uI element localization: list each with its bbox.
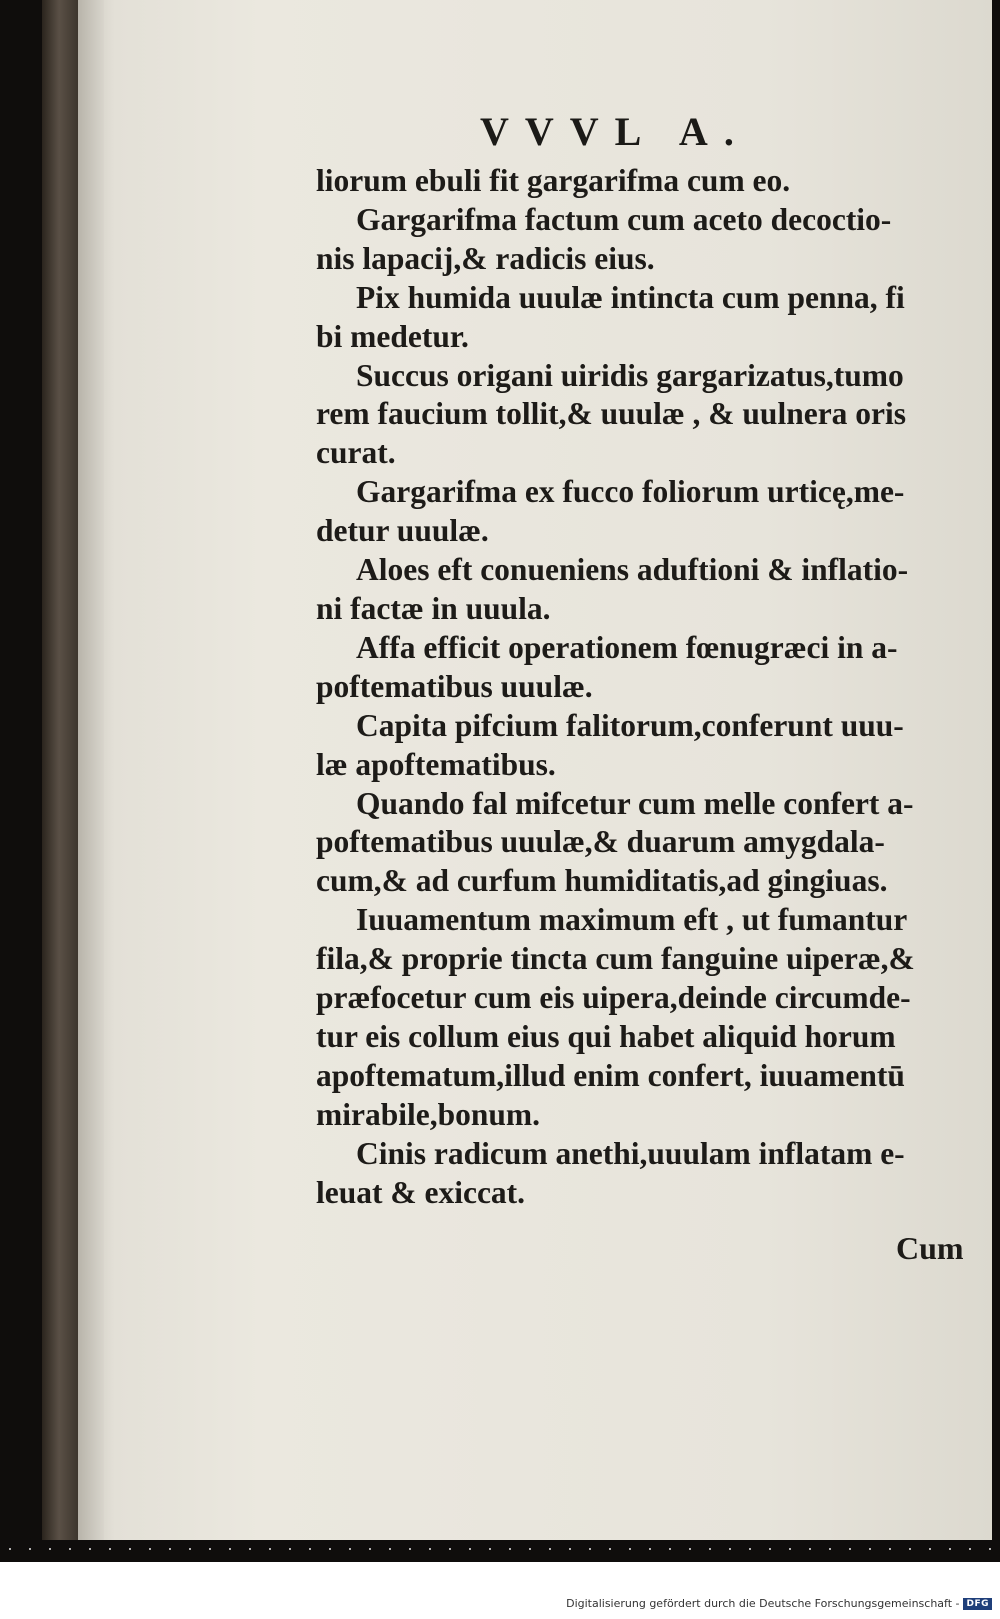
- text-line: poftematibus uuulæ,& duarum amygdala-: [316, 824, 885, 860]
- text-line: poftematibus uuulæ.: [316, 668, 593, 704]
- text-line: bi medetur.: [316, 318, 469, 354]
- text-line: nis lapacij,& radicis eius.: [316, 240, 655, 276]
- book-binding: [42, 0, 80, 1540]
- text-line: Pix humida uuulæ intincta cum penna, fi: [356, 279, 905, 315]
- text-block: [316, 162, 968, 1212]
- catchword: Cum: [896, 1230, 964, 1266]
- footer-strip: [0, 1562, 1000, 1619]
- text-line: curat.: [316, 435, 396, 471]
- text-line: Gargarifma ex fucco foliorum urticę,me-: [356, 474, 905, 510]
- text-line: Quando fal mifcetur cum melle confert a-: [356, 785, 914, 821]
- text-line: Cinis radicum anethi,uuulam inflatam e-: [356, 1135, 905, 1171]
- scan-border-dots: [0, 1548, 1000, 1550]
- text-line: Gargarifma factum cum aceto decoctio-: [356, 201, 892, 237]
- text-line: Affa efficit operationem fœnugræci in a-: [356, 629, 898, 665]
- text-line: ni factæ in uuula.: [316, 590, 551, 626]
- text-line: læ apoftematibus.: [316, 746, 556, 782]
- credit-text: Digitalisierung gefördert durch die Deutsche Forschungsgemeinschaft -: [566, 1597, 960, 1610]
- digitization-credit: [566, 1597, 992, 1610]
- text-line: Succus origani uiridis gargarizatus,tumo: [356, 357, 904, 393]
- text-line: rem faucium tollit,& uuulæ , & uulnera oris: [316, 396, 907, 432]
- text-line: apoftematum,illud enim confert, iuuamentū: [316, 1057, 905, 1093]
- running-head: VVVL A.: [480, 109, 750, 154]
- text-line: Iuuamentum maximum eft , ut fumantur: [356, 902, 908, 938]
- dfg-logo: DFG: [963, 1598, 992, 1610]
- page-edge: [78, 0, 104, 1540]
- text-line: mirabile,bonum.: [316, 1096, 541, 1132]
- text-line: cum,& ad curfum humiditatis,ad gingiuas.: [316, 863, 888, 899]
- text-line: tur eis collum eius qui habet aliquid horum: [316, 1018, 896, 1054]
- text-line: liorum ebuli fit gargarifma cum eo.: [316, 163, 791, 198]
- text-line: præfocetur cum eis uipera,deinde circumde-: [316, 980, 911, 1016]
- text-line: detur uuulæ.: [316, 513, 489, 549]
- text-line: Aloes eft conueniens aduftioni & inflatio-: [356, 552, 909, 588]
- text-line: Capita pifcium falitorum,conferunt uuu-: [356, 707, 904, 743]
- text-line: fila,& proprie tincta cum fanguine uiperæ,&: [316, 941, 915, 977]
- text-line: leuat & exiccat.: [316, 1174, 526, 1210]
